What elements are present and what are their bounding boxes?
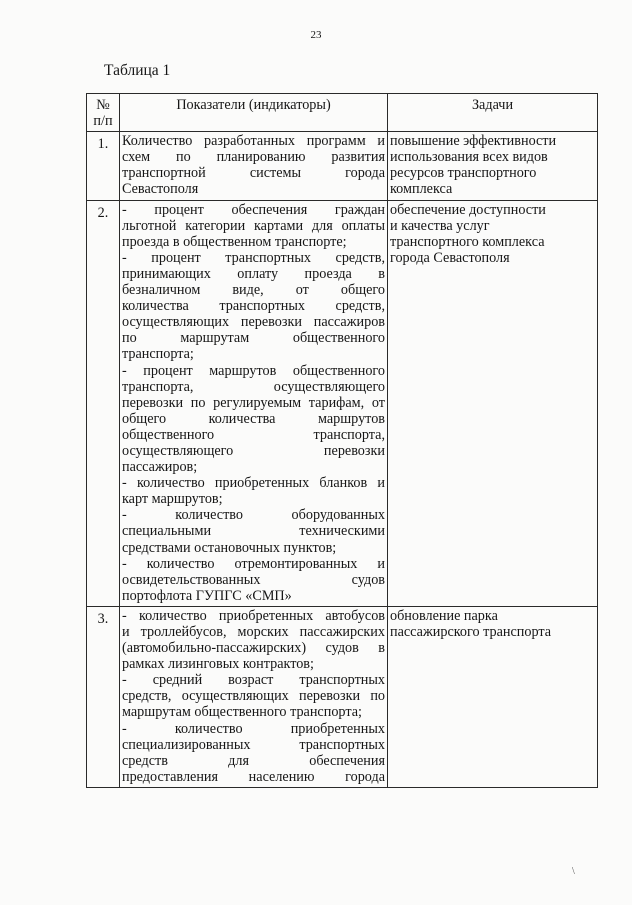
scan-mark: \ xyxy=(572,866,575,877)
indicator-line: средствами остановочных пунктов; xyxy=(122,539,337,556)
indicator-line: схем по планированию развития xyxy=(122,149,385,166)
indicator-line: маршрутам общественного транспорта; xyxy=(122,704,362,721)
indicator-line: общего количества маршрутов xyxy=(122,410,385,427)
row-number: 1. xyxy=(87,132,120,200)
task-line: обеспечение доступности xyxy=(390,201,546,218)
task-line: обновление парка xyxy=(390,607,498,624)
header-tasks: Задачи xyxy=(388,94,598,132)
table-caption: Таблица 1 xyxy=(104,62,171,79)
indicators-cell xyxy=(120,132,388,200)
indicator-line: транспорта, осуществляющего xyxy=(122,378,385,395)
indicator-line: средств, осуществляющих перевозки по xyxy=(122,688,385,705)
indicator-line: - средний возраст транспортных xyxy=(122,672,385,689)
header-number-line: п/п xyxy=(93,113,113,130)
indicator-line: пассажиров; xyxy=(122,459,198,476)
indicator-line: льготной категории картами для оплаты xyxy=(122,217,385,234)
indicator-line: общественного транспорта, xyxy=(122,426,385,443)
indicators-cell xyxy=(120,200,388,606)
indicators-cell xyxy=(120,606,388,787)
indicator-line: (автомобильно-пассажирских) судов в xyxy=(122,640,385,657)
task-line: пассажирского транспорта xyxy=(390,624,552,640)
indicator-line: портофлота ГУПГС «СМП» xyxy=(122,587,292,604)
indicator-line: предоставления населению города xyxy=(122,768,385,785)
indicator-line: транспортной системы города xyxy=(122,165,385,182)
header-indicators: Показатели (индикаторы) xyxy=(120,94,388,132)
header-number-line: № xyxy=(96,97,110,113)
task-line: города Севастополя xyxy=(390,249,510,266)
indicator-line: карт маршрутов; xyxy=(122,491,223,508)
indicator-line: по маршрутам общественного xyxy=(122,330,385,347)
indicator-line: специализированных транспортных xyxy=(122,736,385,753)
task-line: ресурсов транспортного xyxy=(390,165,537,182)
indicator-line: осуществляющего перевозки xyxy=(122,442,385,459)
indicator-line: - количество отремонтированных и xyxy=(122,555,385,572)
indicator-line: - количество приобретенных xyxy=(122,720,385,737)
task-line: и качества услуг xyxy=(390,217,490,234)
indicator-line: рамках лизинговых контрактов; xyxy=(122,656,314,673)
indicator-line: перевозки по регулируемым тарифам, от xyxy=(122,394,385,411)
indicator-line: проезда в общественном транспорте; xyxy=(122,233,347,250)
tasks-cell xyxy=(388,132,598,200)
task-line: использования всех видов xyxy=(390,149,548,166)
indicator-line: Севастополя xyxy=(122,181,199,198)
table-row xyxy=(87,132,598,200)
tasks-cell xyxy=(388,606,598,787)
indicator-line: - количество оборудованных xyxy=(122,507,385,524)
indicator-line: специальными техническими xyxy=(122,523,385,540)
indicator-line: - процент транспортных средств, xyxy=(122,249,385,266)
row-number: 2. xyxy=(87,200,120,606)
indicator-line: количества транспортных средств, xyxy=(122,298,385,315)
indicator-line: и троллейбусов, морских пассажирских xyxy=(122,624,385,640)
indicator-line: средств для обеспечения xyxy=(122,752,385,769)
task-line: комплекса xyxy=(390,181,453,198)
tasks-cell xyxy=(388,200,598,606)
indicator-line: - количество приобретенных автобусов xyxy=(122,607,385,624)
indicator-line: освидетельствованных судов xyxy=(122,571,385,588)
indicator-line: Количество разработанных программ и xyxy=(122,133,385,150)
indicator-line: - количество приобретенных бланков и xyxy=(122,475,385,492)
row-number: 3. xyxy=(87,606,120,787)
table-row xyxy=(87,606,598,787)
indicator-line: транспорта; xyxy=(122,346,194,363)
indicator-line: осуществляющих перевозки пассажиров xyxy=(122,314,385,331)
page-number: 23 xyxy=(310,29,322,41)
task-line: транспортного комплекса xyxy=(390,233,545,250)
indicator-line: - процент маршрутов общественного xyxy=(122,362,385,379)
indicator-line: безналичном виде, от общего xyxy=(122,282,385,299)
indicator-line: - процент обеспечения граждан xyxy=(122,201,385,218)
indicator-line: принимающих оплату проезда в xyxy=(122,265,385,282)
header-number xyxy=(87,94,120,132)
table-header-row xyxy=(87,94,598,132)
task-line: повышение эффективности xyxy=(390,133,557,150)
indicators-table xyxy=(86,93,598,788)
table-row xyxy=(87,200,598,606)
